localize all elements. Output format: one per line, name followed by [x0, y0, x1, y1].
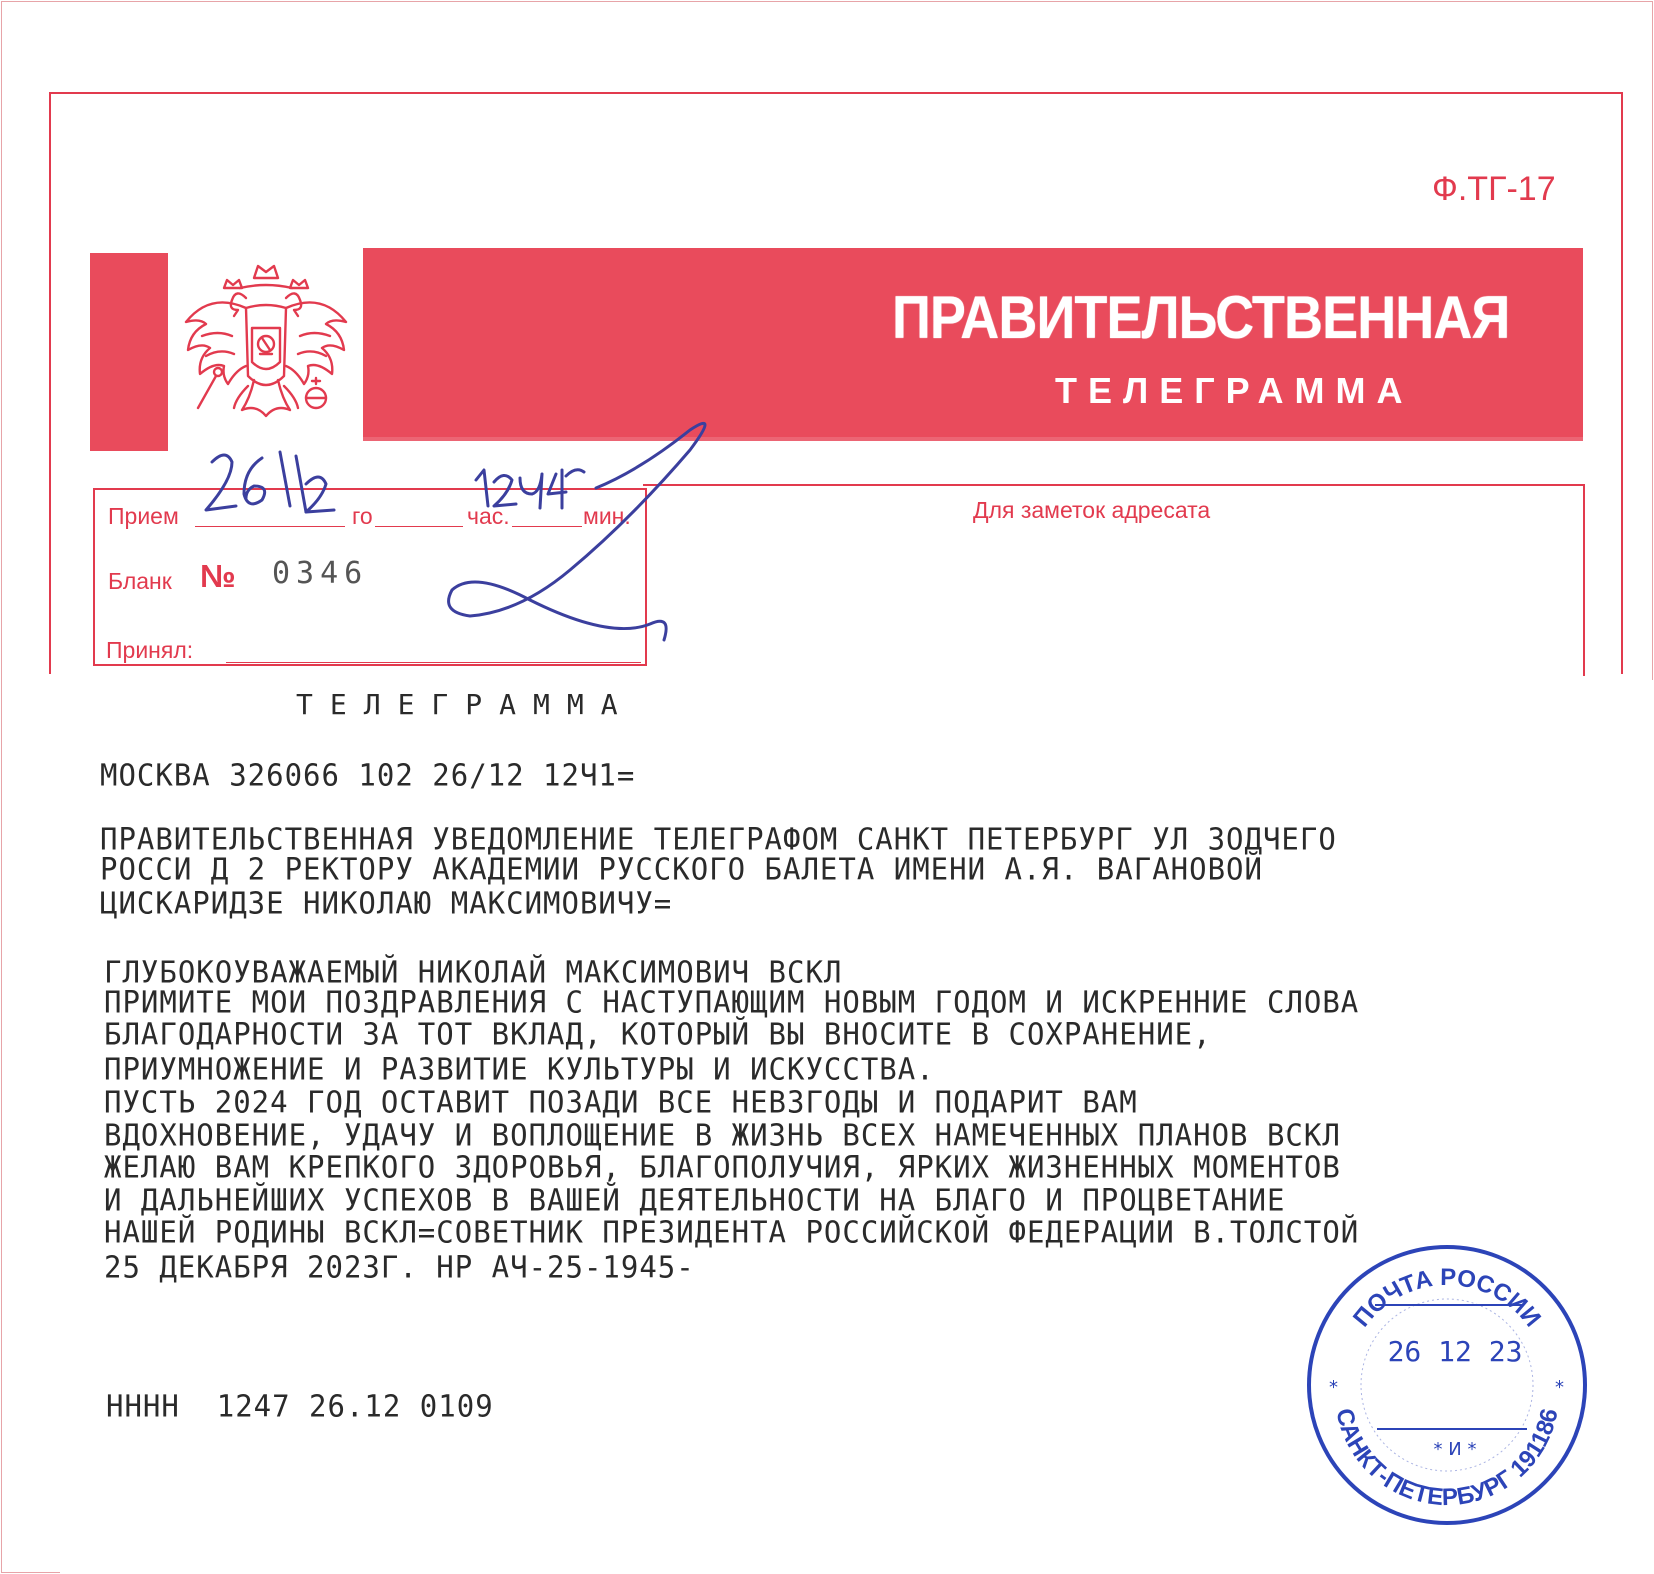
reception-day-line [195, 526, 345, 527]
blank-number-sign: № [200, 558, 236, 594]
stamp-date: 26 12 23 [1387, 1335, 1523, 1368]
reception-hour-label: час. [467, 503, 510, 529]
body-line: ВДОХНОВЕНИЕ, УДАЧУ И ВОПЛОЩЕНИЕ В ЖИЗНЬ ВСЕХ НАМЕЧЕННЫХ ПЛАНОВ ВСКЛ [104, 1117, 1341, 1153]
body-line: ГЛУБОКОУВАЖАЕМЫЙ НИКОЛАЙ МАКСИМОВИЧ ВСКЛ [104, 954, 843, 990]
body-line: ПРИУМНОЖЕНИЕ И РАЗВИТИЕ КУЛЬТУРЫ И ИСКУССТВА. [104, 1051, 935, 1087]
post-stamp-icon [1305, 1243, 1590, 1528]
banner-subtitle: ТЕЛЕГРАММА [1055, 370, 1414, 411]
form-code: Ф.ТГ-17 [1432, 170, 1556, 208]
address-line: ПРАВИТЕЛЬСТВЕННАЯ УВЕДОМЛЕНИЕ ТЕЛЕГРАФОМ САНКТ ПЕТЕРБУРГ УЛ ЗОДЧЕГО [100, 821, 1337, 857]
accepted-label: Принял: [106, 637, 194, 663]
body-line: БЛАГОДАРНОСТИ ЗА ТОТ ВКЛАД, КОТОРЫЙ ВЫ ВНОСИТЕ В СОХРАНЕНИЕ, [104, 1016, 1212, 1052]
reception-minute-line [512, 526, 582, 527]
coat-of-arms-icon [176, 258, 356, 438]
body-line: 25 ДЕКАБРЯ 2023Г. НР АЧ-25-1945- [104, 1249, 695, 1285]
body-line: НАШЕЙ РОДИНЫ ВСКЛ=СОВЕТНИК ПРЕЗИДЕНТА РОССИЙСКОЙ ФЕДЕРАЦИИ В.ТОЛСТОЙ [104, 1214, 1360, 1250]
reception-hour-line [375, 526, 463, 527]
svg-text:*: * [1329, 1377, 1338, 1398]
reception-minute-label: мин. [583, 503, 631, 529]
banner-title: ПРАВИТЕЛЬСТВЕННАЯ [892, 284, 1510, 351]
accepted-line [226, 662, 641, 663]
telegram-heading: ТЕЛЕГРАММА [296, 688, 635, 721]
body-line: ЖЕЛАЮ ВАМ КРЕПКОГО ЗДОРОВЬЯ, БЛАГОПОЛУЧИЯ, ЯРКИХ ЖИЗНЕННЫХ МОМЕНТОВ [104, 1149, 1341, 1185]
telegram-footer-line: НННН 1247 26.12 0109 [106, 1388, 494, 1424]
crest-panel [90, 253, 168, 451]
stamp-top-text: ПОЧТА РОССИИ [1348, 1263, 1546, 1333]
stamp-bottom-text: САНКТ-ПЕТЕРБУРГ 191186 [1330, 1405, 1564, 1512]
government-banner [363, 248, 1583, 441]
telegram-header-line: МОСКВА 326066 102 26/12 12Ч1= [100, 757, 636, 793]
notes-label: Для заметок адресата [973, 497, 1211, 523]
reception-day-suffix: го [352, 503, 373, 529]
svg-text:ПОЧТА РОССИИ [1348, 1264, 1546, 1332]
address-line: ЦИСКАРИДЗЕ НИКОЛАЮ МАКСИМОВИЧУ= [100, 885, 673, 921]
stamp-marker: * И * [1433, 1439, 1477, 1460]
address-line: РОССИ Д 2 РЕКТОРУ АКАДЕМИИ РУССКОГО БАЛЕТА ИМЕНИ А.Я. ВАГАНОВОЙ [100, 851, 1263, 887]
body-line: ПУСТЬ 2024 ГОД ОСТАВИТ ПОЗАДИ ВСЕ НЕВЗГОДЫ И ПОДАРИТ ВАМ [104, 1084, 1138, 1120]
blank-number: 0346 [272, 556, 369, 591]
reception-label: Прием [108, 503, 179, 529]
blank-label: Бланк [108, 568, 172, 594]
body-line: ПРИМИТЕ МОИ ПОЗДРАВЛЕНИЯ С НАСТУПАЮЩИМ НОВЫМ ГОДОМ И ИСКРЕННИЕ СЛОВА [104, 984, 1360, 1020]
body-line: И ДАЛЬНЕЙШИХ УСПЕХОВ В ВАШЕЙ ДЕЯТЕЛЬНОСТИ НА БЛАГО И ПРОЦВЕТАНИЕ [104, 1182, 1286, 1218]
svg-text:*: * [1555, 1377, 1564, 1398]
